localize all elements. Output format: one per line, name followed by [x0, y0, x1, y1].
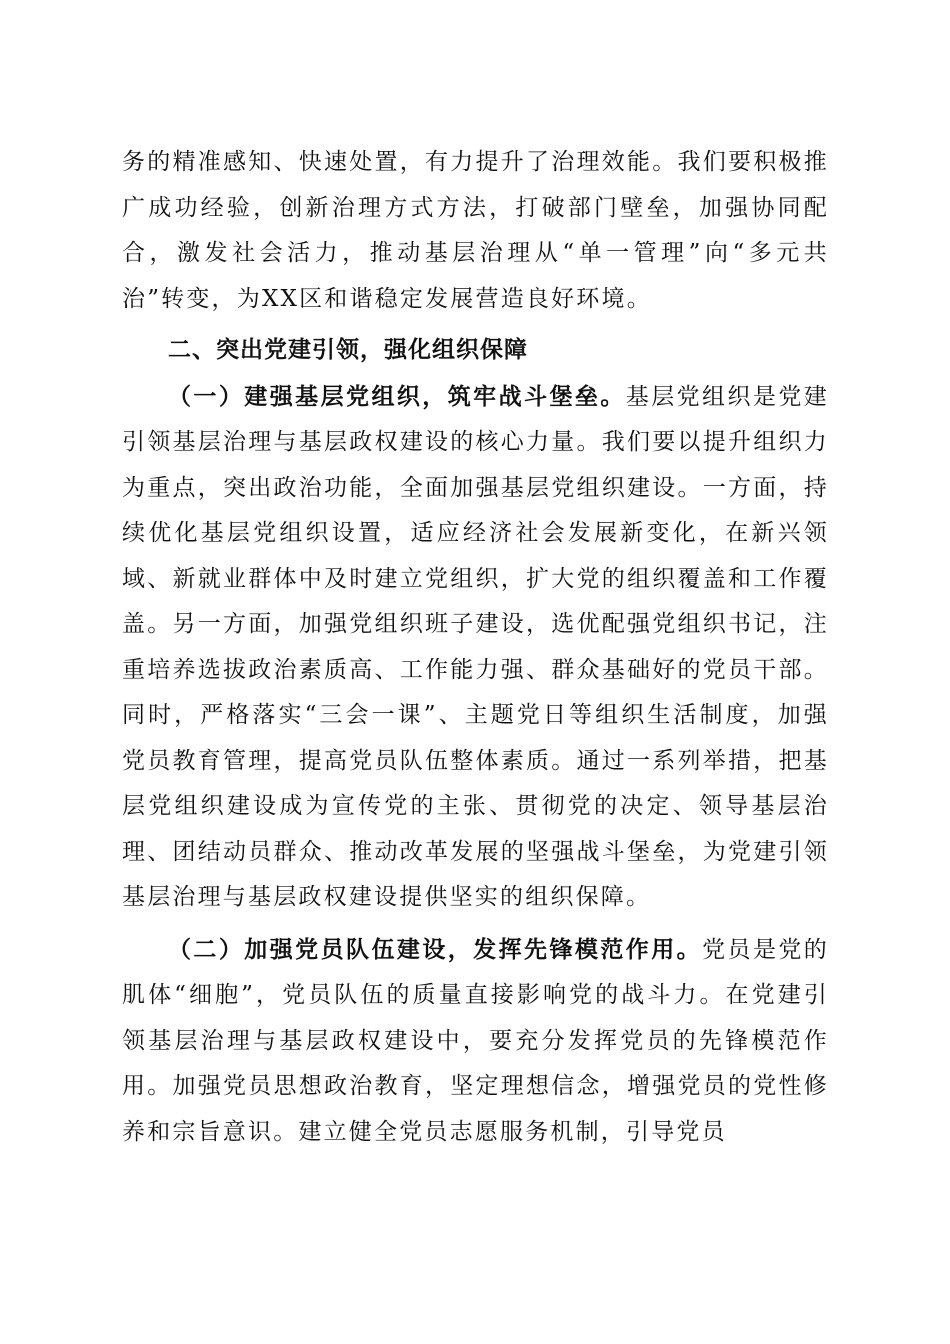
paragraph-1: [122, 374, 829, 921]
section-heading: 二、突出党建引领，强化组织保障: [168, 337, 528, 363]
continuation-paragraph: 务的精准感知、快速处置，有力提升了治理效能。我们要积极推广成功经验，创新治理方式方法，打破部门壁垒，加强协同配合，激发社会活力，推动基层治理从“单一管理”向“多元共治”转变，为XX区和谐稳定发展营造良好环境。: [122, 149, 829, 312]
paragraph-2: [122, 927, 829, 1156]
paragraph-2-body: 党员是党的肌体“细胞”，党员队伍的质量直接影响党的战斗力。在党建引领基层治理与基层政权建设中，要充分发挥党员的先锋模范作用。加强党员思想政治教育，坚定理想信念，增强党员的党性修养和宗旨意识。建立健全党员志愿服务机制，引导党员: [122, 936, 830, 1145]
paragraph-1-lead: （一）建强基层党组织，筑牢战斗堡垒。: [168, 382, 626, 410]
paragraph-2-lead: （二）加强党员队伍建设，发挥先锋模范作用。: [168, 935, 703, 963]
document-body: [122, 140, 829, 1155]
paragraph-1-body: 基层党组织是党建引领基层治理与基层政权建设的核心力量。我们要以提升组织力为重点，突出政治功能，全面加强基层党组织建设。一方面，持续优化基层党组织设置，适应经济社会发展新变化，在新兴领域、新就业群体中及时建立党组织，扩大党的组织覆盖和工作覆盖。另一方面，加强党组织班子建设，选优配强党组织书记，注重培养选拔政治素质高、工作能力强、群众基础好的党员干部。同时，严格落实“三会一课”、主题党日等组织生活制度，加强党员教育管理，提高党员队伍整体素质。通过一系列举措，把基层党组织建设成为宣传党的主张、贯彻党的决定、领导基层治理、团结动员群众、推动改革发展的坚强战斗堡垒，为党建引领基层治理与基层政权建设提供坚实的组织保障。: [122, 383, 829, 910]
